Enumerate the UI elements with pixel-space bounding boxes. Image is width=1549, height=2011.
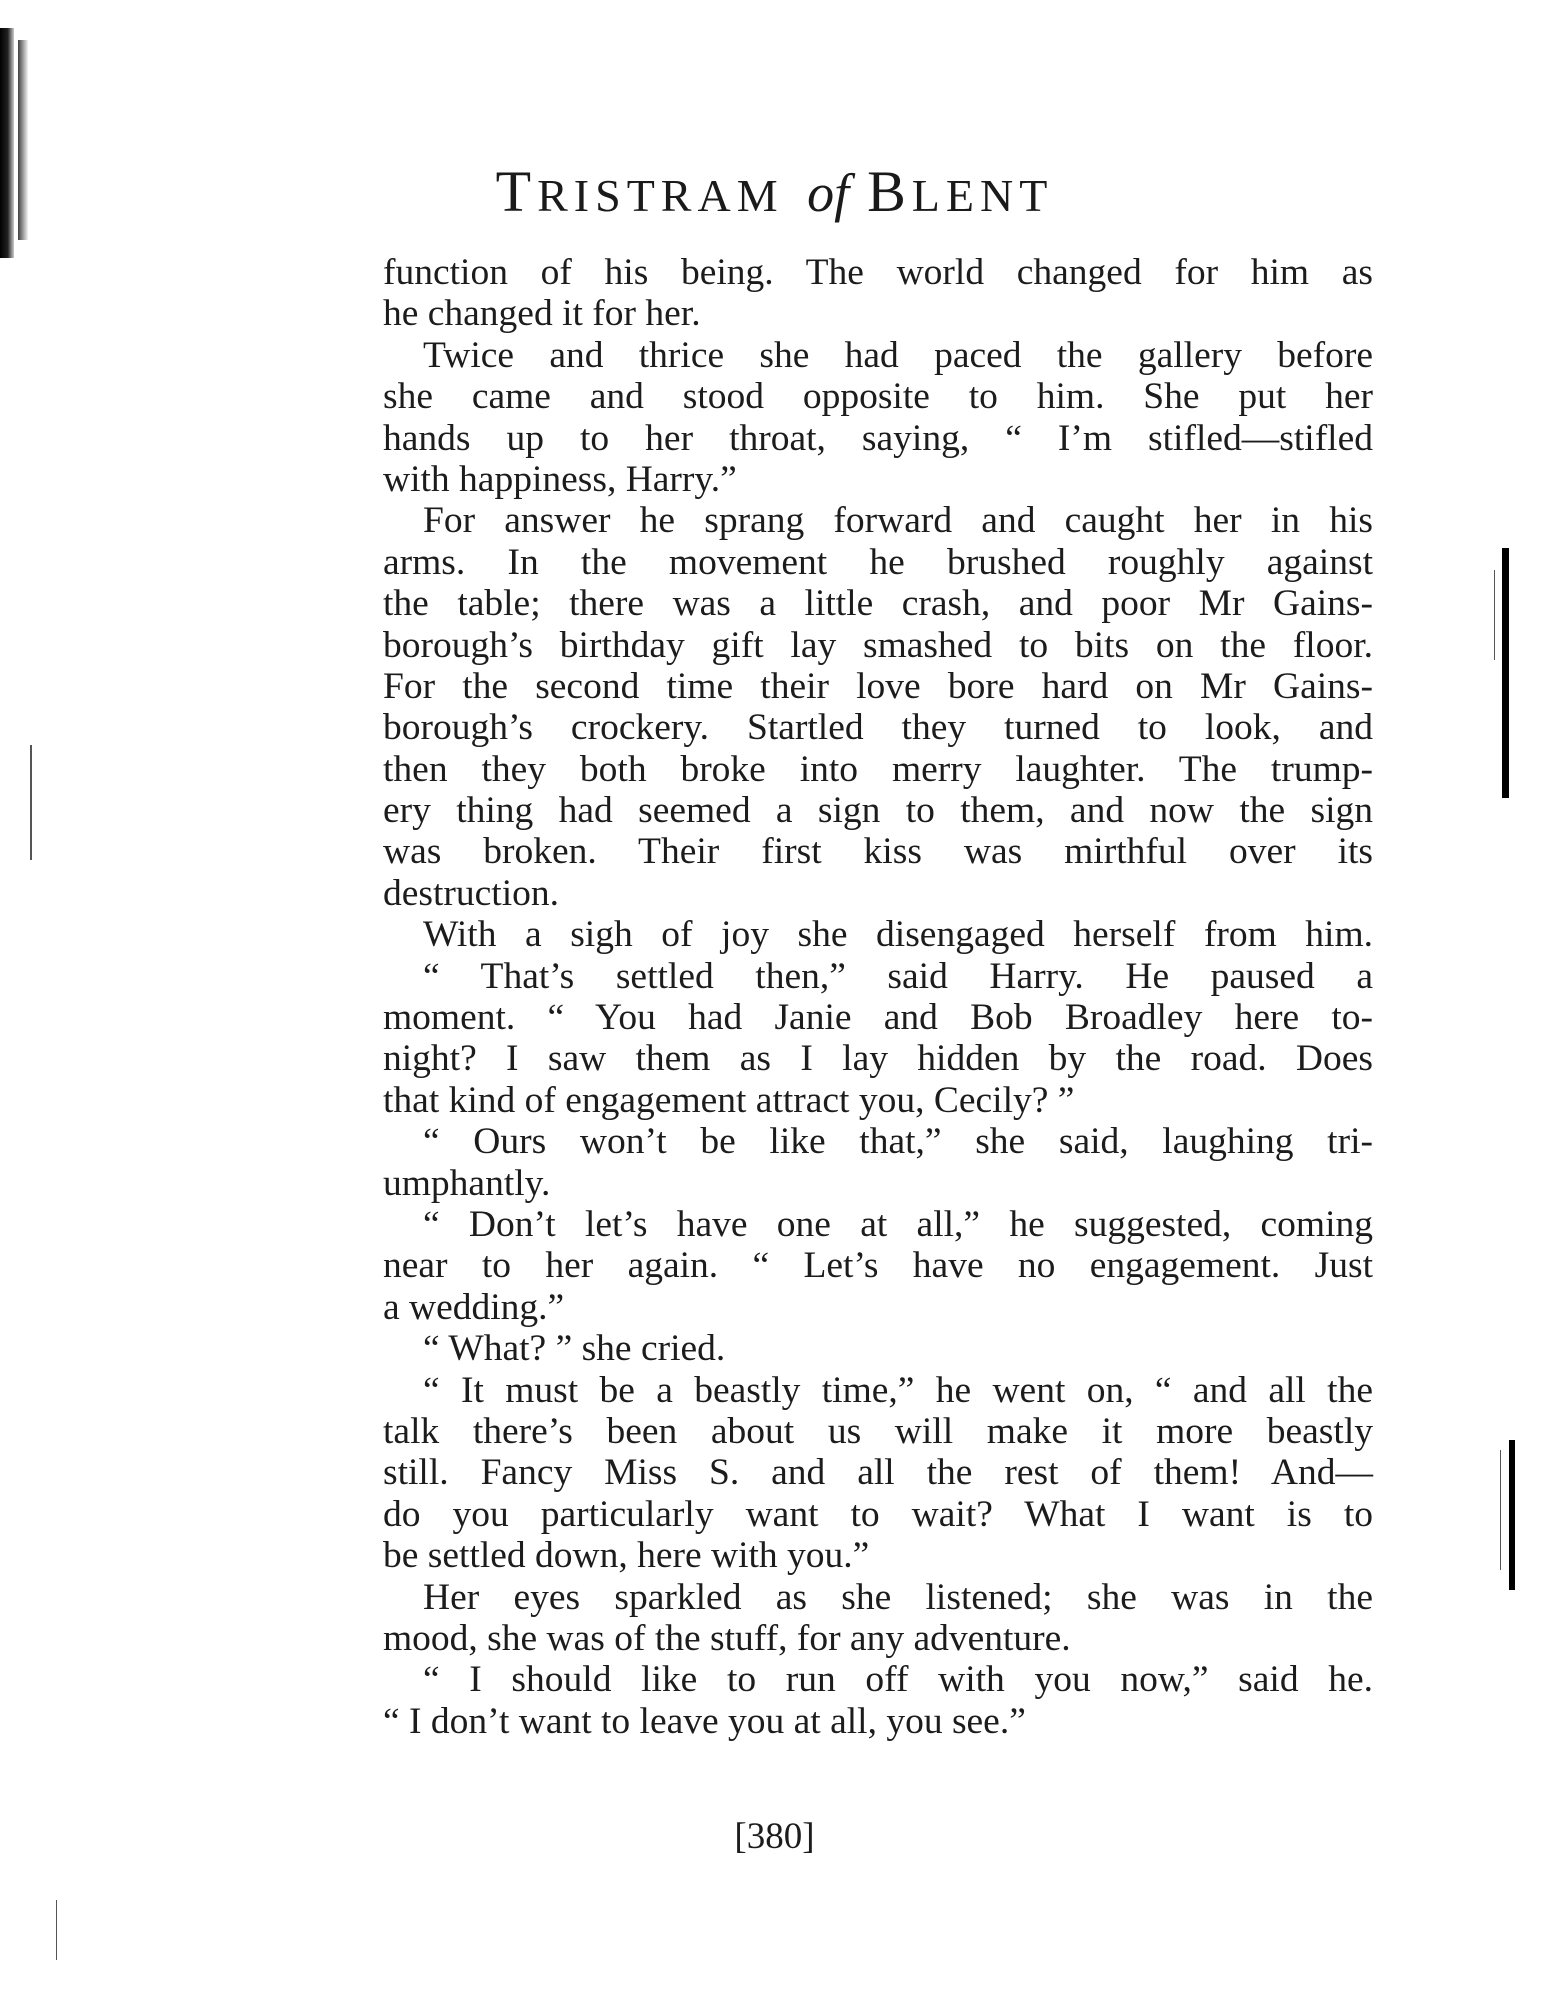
text-line: do you particularly want to wait? What I want is to xyxy=(383,1493,1373,1535)
text-line: “ It must be a beastly time,” he went on, “ and all the xyxy=(423,1369,1373,1411)
header-title-word-2: LENT xyxy=(911,170,1054,221)
body-text xyxy=(383,252,1373,1742)
scan-edge-line-right-lower xyxy=(1500,1450,1501,1570)
text-line: with happiness, Harry.” xyxy=(383,458,737,500)
text-line: Her eyes sparkled as she listened; she was in the xyxy=(423,1576,1373,1618)
text-line: then they both broke into merry laughter. The trump- xyxy=(383,748,1373,790)
text-line: For the second time their love bore hard on Mr Gains- xyxy=(383,665,1373,707)
text-line: mood, she was of the stuff, for any adventure. xyxy=(383,1617,1071,1659)
scan-edge-mark-right-lower xyxy=(1509,1440,1515,1590)
text-line: function of his being. The world changed for him as xyxy=(383,252,1373,293)
text-line: she came and stood opposite to him. She put her xyxy=(383,376,1373,418)
text-line: that kind of engagement attract you, Cecily? ” xyxy=(383,1079,1075,1121)
header-title-initial-1: T xyxy=(495,159,538,224)
text-line: “ What? ” she cried. xyxy=(423,1328,726,1370)
scan-edge-line-left xyxy=(30,745,32,860)
header-title-word-1: RISTRAM xyxy=(537,170,784,221)
text-line: he changed it for her. xyxy=(383,293,701,335)
text-line: ery thing had seemed a sign to them, and now the sign xyxy=(383,790,1373,832)
scan-edge-line-bottom-left xyxy=(56,1900,57,1960)
text-line: near to her again. “ Let’s have no engagement. Just xyxy=(383,1245,1373,1287)
text-line: With a sigh of joy she disengaged herself from him. xyxy=(423,914,1373,956)
header-title-connector: of xyxy=(807,163,850,223)
text-line: umphantly. xyxy=(383,1162,551,1204)
text-line: moment. “ You had Janie and Bob Broadley here to- xyxy=(383,997,1373,1039)
header-title-initial-2: B xyxy=(867,159,912,224)
scan-edge-mark-right-upper xyxy=(1502,548,1509,798)
text-line: “ I don’t want to leave you at all, you see.” xyxy=(383,1700,1026,1742)
text-line: talk there’s been about us will make it more beastly xyxy=(383,1410,1373,1452)
page-number: [380] xyxy=(734,1816,815,1857)
text-line: “ I should like to run off with you now,” said he. xyxy=(423,1659,1373,1701)
text-line: still. Fancy Miss S. and all the rest of them! And— xyxy=(383,1452,1373,1494)
text-line: “ That’s settled then,” said Harry. He paused a xyxy=(423,955,1373,997)
text-line: arms. In the movement he brushed roughly against xyxy=(383,541,1373,583)
text-line: destruction. xyxy=(383,872,560,914)
text-line: hands up to her throat, saying, “ I’m stifled—stifled xyxy=(383,417,1373,459)
text-line: “ Don’t let’s have one at all,” he suggested, coming xyxy=(423,1203,1373,1245)
text-line: borough’s crockery. Startled they turned to look, and xyxy=(383,707,1373,749)
text-line: a wedding.” xyxy=(383,1286,565,1328)
text-line: “ Ours won’t be like that,” she said, laughing tri- xyxy=(423,1121,1373,1163)
text-line: For answer he sprang forward and caught her in his xyxy=(423,500,1373,542)
text-line: the table; there was a little crash, and poor Mr Gains- xyxy=(383,583,1373,625)
text-line: borough’s birthday gift lay smashed to bits on the floor. xyxy=(383,624,1373,666)
scan-edge-line-right xyxy=(1494,570,1495,660)
text-line: Twice and thrice she had paced the gallery before xyxy=(423,334,1373,376)
running-header xyxy=(0,158,1549,225)
text-line: was broken. Their first kiss was mirthful over its xyxy=(383,831,1373,873)
text-line: be settled down, here with you.” xyxy=(383,1535,870,1577)
text-line: night? I saw them as I lay hidden by the road. Does xyxy=(383,1038,1373,1080)
